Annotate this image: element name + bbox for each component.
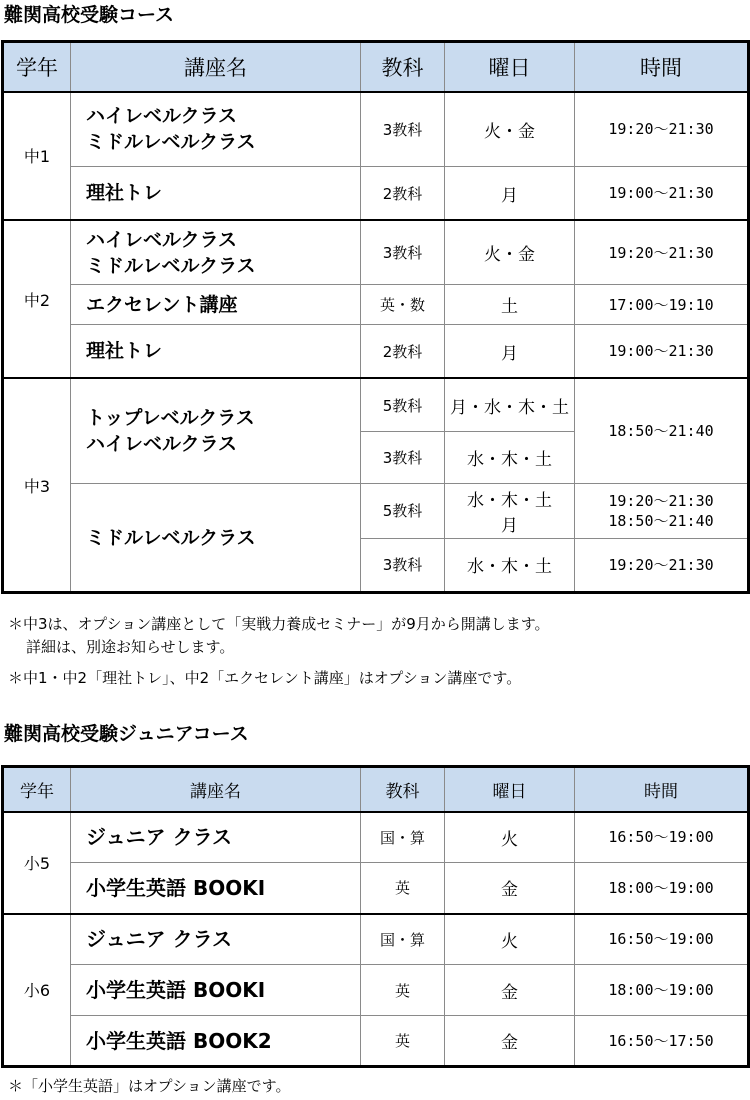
course-line: ミドルレベルクラス [86, 254, 256, 277]
time-cell: 16:50〜19:00 [575, 914, 749, 965]
section-title-junior: 難関高校受験ジュニアコース [4, 723, 249, 745]
header-grade: 学年 [3, 42, 71, 92]
table-row [3, 1016, 749, 1067]
subjects-cell: 英 [361, 965, 445, 1016]
header-course: 講座名 [71, 42, 361, 92]
section-title-senior: 難関高校受験コース [4, 4, 175, 26]
course-cell [71, 92, 361, 167]
note-details: 詳細は、別途お知らせします。 [26, 638, 235, 656]
header-grade: 学年 [3, 767, 71, 812]
subjects-cell: 5教科 [361, 484, 445, 538]
days-cell: 金 [445, 1016, 575, 1067]
subjects-cell: 英・数 [361, 285, 445, 325]
time-cell [575, 484, 749, 538]
course-cell: 小学生英語 BOOK2 [71, 1016, 361, 1067]
days-cell: 水・木・土 [445, 431, 575, 483]
header-time: 時間 [575, 767, 749, 812]
table-header-row [3, 42, 749, 92]
days-line: 水・木・土 [467, 490, 552, 511]
table-row [3, 484, 749, 538]
days-cell: 水・木・土 [445, 538, 575, 592]
header-course: 講座名 [71, 767, 361, 812]
grade-cell: 小6 [3, 914, 71, 1067]
course-line: ミドルレベルクラス [86, 131, 256, 154]
subjects-cell: 国・算 [361, 812, 445, 863]
subjects-cell: 英 [361, 863, 445, 914]
time-cell: 18:00〜19:00 [575, 863, 749, 914]
days-cell [445, 484, 575, 538]
table-row [3, 378, 749, 431]
table-row [3, 285, 749, 325]
time-cell: 17:00〜19:10 [575, 285, 749, 325]
table-row [3, 92, 749, 167]
time-cell: 16:50〜17:50 [575, 1016, 749, 1067]
days-cell: 金 [445, 863, 575, 914]
note-options: ＊中1・中2「理社トレ」、中2「エクセレント講座」はオプション講座です。 [8, 669, 522, 687]
grade-cell: 中1 [3, 92, 71, 221]
course-cell: ジュニア クラス [71, 812, 361, 863]
schedule-table-junior [1, 765, 750, 1068]
grade-cell: 中2 [3, 220, 71, 378]
subjects-cell: 3教科 [361, 431, 445, 483]
schedule-table-senior [1, 40, 750, 594]
header-subjects: 教科 [361, 42, 445, 92]
table-row [3, 965, 749, 1016]
header-time: 時間 [575, 42, 749, 92]
days-line: 月 [501, 515, 518, 536]
table-row [3, 863, 749, 914]
note-english-option: ＊「小学生英語」はオプション講座です。 [8, 1077, 291, 1095]
time-cell: 19:20〜21:30 [575, 92, 749, 167]
course-cell: 小学生英語 BOOKⅠ [71, 863, 361, 914]
course-cell [71, 378, 361, 484]
course-cell: 理社トレ [71, 167, 361, 220]
grade-cell: 小5 [3, 812, 71, 914]
table-row [3, 167, 749, 220]
header-days: 曜日 [445, 767, 575, 812]
time-cell: 19:20〜21:30 [575, 538, 749, 592]
course-cell [71, 220, 361, 284]
table-row [3, 812, 749, 863]
course-cell: 小学生英語 BOOKⅠ [71, 965, 361, 1016]
course-line: トップレベルクラス [86, 407, 255, 430]
subjects-cell: 2教科 [361, 167, 445, 220]
time-cell: 16:50〜19:00 [575, 812, 749, 863]
days-cell: 月 [445, 325, 575, 378]
course-line: ハイレベルクラス [86, 228, 238, 251]
subjects-cell: 5教科 [361, 378, 445, 431]
time-cell: 18:50〜21:40 [575, 378, 749, 484]
note-seminar: ＊中3は、オプション講座として「実戦力養成セミナー」が9月から開講します。 [8, 615, 550, 633]
time-line: 19:20〜21:30 [608, 491, 714, 510]
course-cell: エクセレント講座 [71, 285, 361, 325]
days-cell: 火・金 [445, 220, 575, 284]
days-cell: 月・水・木・土 [445, 378, 575, 431]
days-cell: 土 [445, 285, 575, 325]
table-row [3, 914, 749, 965]
time-line: 18:50〜21:40 [608, 511, 714, 530]
time-cell: 19:00〜21:30 [575, 325, 749, 378]
days-cell: 火 [445, 812, 575, 863]
days-cell: 火 [445, 914, 575, 965]
header-subjects: 教科 [361, 767, 445, 812]
grade-cell: 中3 [3, 378, 71, 592]
course-line: ハイレベルクラス [86, 433, 238, 456]
table-row [3, 220, 749, 284]
course-cell: ジュニア クラス [71, 914, 361, 965]
time-cell: 19:20〜21:30 [575, 220, 749, 284]
table-row [3, 325, 749, 378]
subjects-cell: 国・算 [361, 914, 445, 965]
days-cell: 金 [445, 965, 575, 1016]
course-cell: 理社トレ [71, 325, 361, 378]
subjects-cell: 3教科 [361, 220, 445, 284]
subjects-cell: 3教科 [361, 92, 445, 167]
table-header-row [3, 767, 749, 812]
time-cell: 19:00〜21:30 [575, 167, 749, 220]
course-cell: ミドルレベルクラス [71, 484, 361, 593]
course-line: ハイレベルクラス [86, 105, 238, 128]
subjects-cell: 2教科 [361, 325, 445, 378]
subjects-cell: 3教科 [361, 538, 445, 592]
header-days: 曜日 [445, 42, 575, 92]
days-cell: 火・金 [445, 92, 575, 167]
days-cell: 月 [445, 167, 575, 220]
subjects-cell: 英 [361, 1016, 445, 1067]
time-cell: 18:00〜19:00 [575, 965, 749, 1016]
